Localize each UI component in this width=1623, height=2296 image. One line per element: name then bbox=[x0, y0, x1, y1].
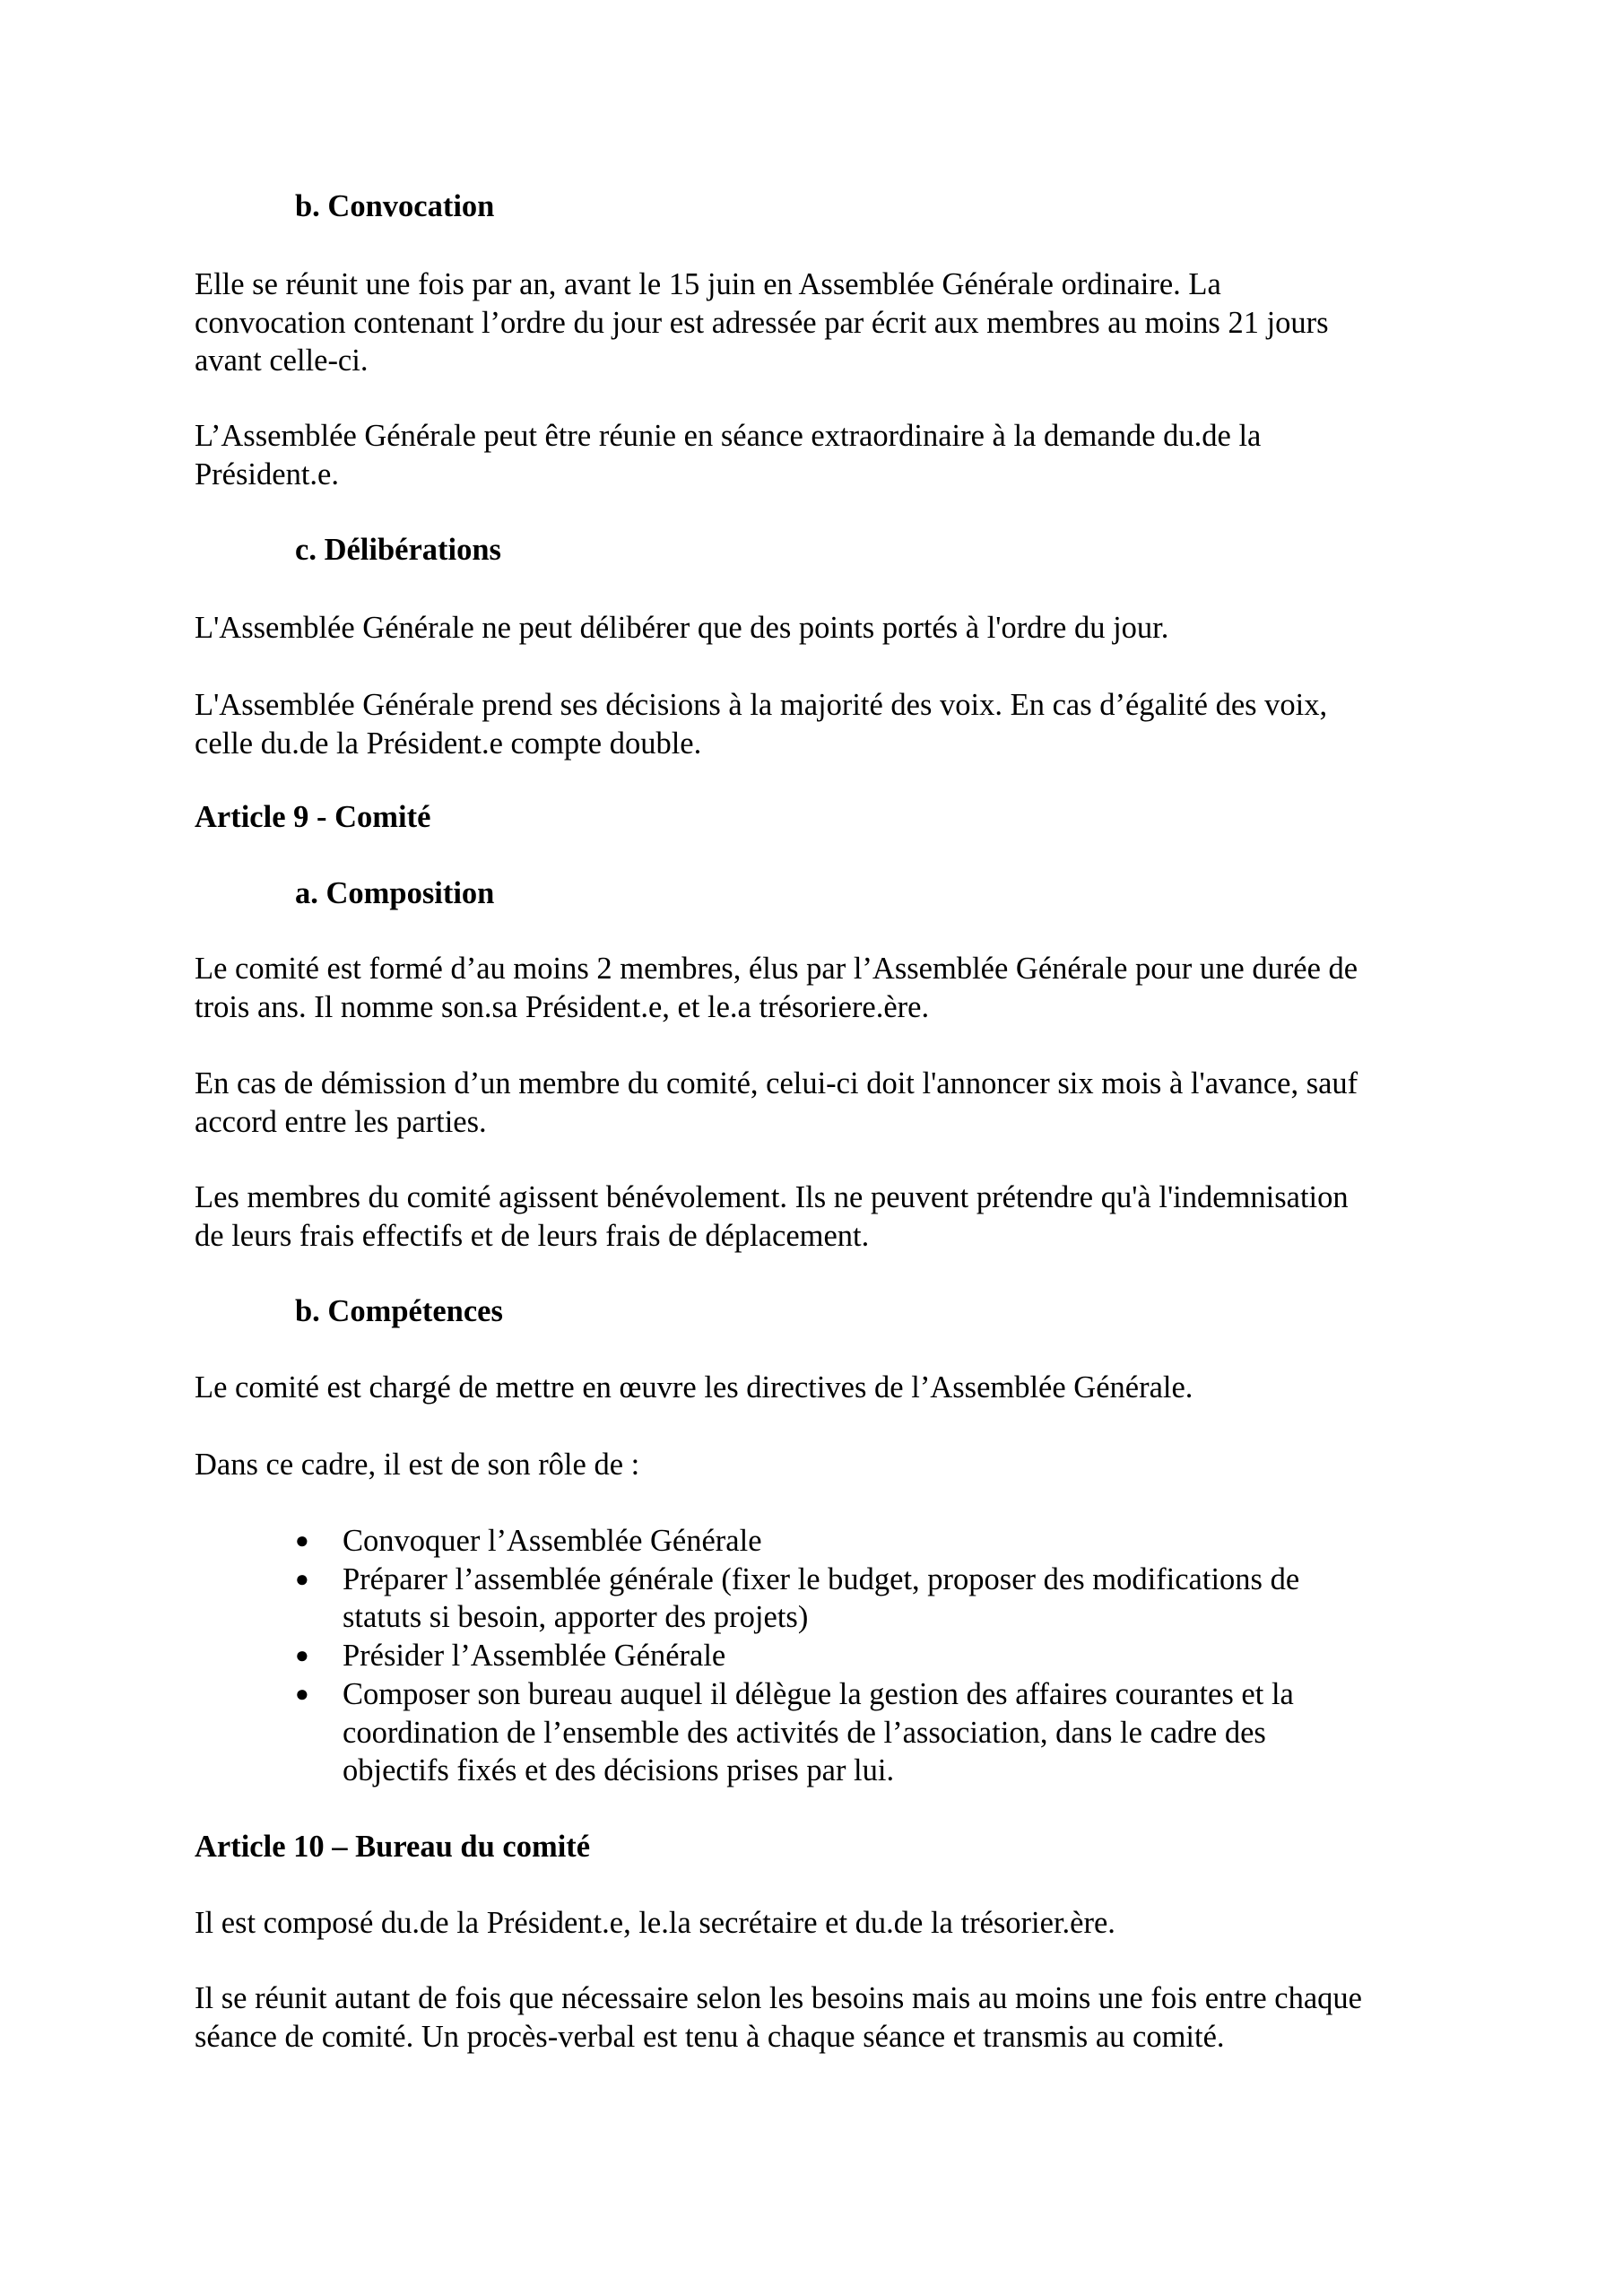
text-line: L'Assemblée Générale ne peut délibérer que des points portés à l'ordre du jour. bbox=[195, 611, 1169, 645]
text-line: accord entre les parties. bbox=[195, 1104, 487, 1139]
paragraph-article10-2 bbox=[195, 1979, 1468, 2056]
bullet-list bbox=[295, 1522, 1299, 1790]
heading-text: Article 9 - Comité bbox=[195, 800, 431, 834]
text-line: Composer son bureau auquel il délègue la gestion des affaires courantes et la bbox=[343, 1676, 1294, 1711]
heading-text: b. Convocation bbox=[295, 189, 495, 223]
heading-article-10 bbox=[195, 1828, 1468, 1866]
paragraph-competences-2 bbox=[195, 1446, 1468, 1484]
paragraph-convocation-1 bbox=[195, 265, 1468, 380]
text-line: celle du.de la Président.e compte double. bbox=[195, 726, 702, 761]
paragraph-composition-2 bbox=[195, 1065, 1468, 1141]
text-line: Le comité est chargé de mettre en œuvre les directives de l’Assemblée Générale. bbox=[195, 1370, 1193, 1405]
heading-article-9 bbox=[195, 798, 1468, 837]
text-line: L'Assemblée Générale prend ses décisions à la majorité des voix. En cas d’égalité des voix, bbox=[195, 688, 1328, 722]
paragraph-composition-1 bbox=[195, 950, 1468, 1026]
list-item bbox=[295, 1637, 1299, 1675]
list-item bbox=[295, 1522, 1299, 1561]
text-line: Il est composé du.de la Président.e, le.la secrétaire et du.de la trésorier.ère. bbox=[195, 1906, 1115, 1940]
heading-text: b. Compétences bbox=[295, 1294, 503, 1328]
text-line: convocation contenant l’ordre du jour est adressée par écrit aux membres au moins 21 jours bbox=[195, 305, 1329, 340]
heading-text: Article 10 – Bureau du comité bbox=[195, 1830, 591, 1864]
list-item bbox=[295, 1675, 1299, 1790]
list-item bbox=[295, 1561, 1299, 1637]
paragraph-deliberations-2 bbox=[195, 686, 1468, 762]
text-line: L’Assemblée Générale peut être réunie en séance extraordinaire à la demande du.de la bbox=[195, 419, 1262, 453]
text-line: Président.e. bbox=[195, 457, 339, 491]
text-line: En cas de démission d’un membre du comité, celui-ci doit l'annoncer six mois à l'avance, sauf bbox=[195, 1066, 1358, 1100]
paragraph-competences-1 bbox=[195, 1369, 1468, 1407]
paragraph-composition-3 bbox=[195, 1178, 1468, 1255]
bullet-dot-icon: ● bbox=[295, 1565, 309, 1592]
text-line: objectifs fixés et des décisions prises par lui. bbox=[343, 1753, 895, 1788]
heading-text: a. Composition bbox=[295, 876, 495, 910]
text-line: coordination de l’ensemble des activités de l’association, dans le cadre des bbox=[343, 1715, 1266, 1750]
heading-convocation bbox=[295, 187, 1568, 226]
text-line: Dans ce cadre, il est de son rôle de : bbox=[195, 1448, 640, 1482]
bullet-dot-icon: ● bbox=[295, 1527, 309, 1553]
heading-competences bbox=[295, 1292, 1568, 1331]
bullet-dot-icon: ● bbox=[295, 1642, 309, 1669]
text-line: Les membres du comité agissent bénévolement. Ils ne peuvent prétendre qu'à l'indemnisation bbox=[195, 1180, 1349, 1214]
heading-deliberations bbox=[295, 531, 1568, 570]
heading-text: c. Délibérations bbox=[295, 533, 501, 567]
bullet-dot-icon: ● bbox=[295, 1680, 309, 1707]
paragraph-article10-1 bbox=[195, 1904, 1468, 1943]
text-line: de leurs frais effectifs et de leurs frais de déplacement. bbox=[195, 1218, 870, 1253]
text-line: Préparer l’assemblée générale (fixer le budget, proposer des modifications de bbox=[343, 1561, 1300, 1596]
text-line: Le comité est formé d’au moins 2 membres, élus par l’Assemblée Générale pour une durée de bbox=[195, 952, 1358, 986]
text-line: séance de comité. Un procès-verbal est tenu à chaque séance et transmis au comité. bbox=[195, 2019, 1225, 2054]
text-line: statuts si besoin, apporter des projets) bbox=[343, 1600, 809, 1635]
text-line: Convoquer l’Assemblée Générale bbox=[343, 1524, 762, 1558]
text-line: trois ans. Il nomme son.sa Président.e, et le.a trésoriere.ère. bbox=[195, 989, 930, 1024]
paragraph-convocation-2 bbox=[195, 417, 1468, 493]
heading-composition bbox=[295, 874, 1568, 913]
text-line: Elle se réunit une fois par an, avant le 15 juin en Assemblée Générale ordinaire. La bbox=[195, 267, 1221, 301]
text-line: avant celle-ci. bbox=[195, 344, 369, 378]
text-line: Présider l’Assemblée Générale bbox=[343, 1639, 726, 1674]
text-line: Il se réunit autant de fois que nécessaire selon les besoins mais au moins une fois entre chaque bbox=[195, 1981, 1362, 2015]
paragraph-deliberations-1 bbox=[195, 609, 1468, 648]
